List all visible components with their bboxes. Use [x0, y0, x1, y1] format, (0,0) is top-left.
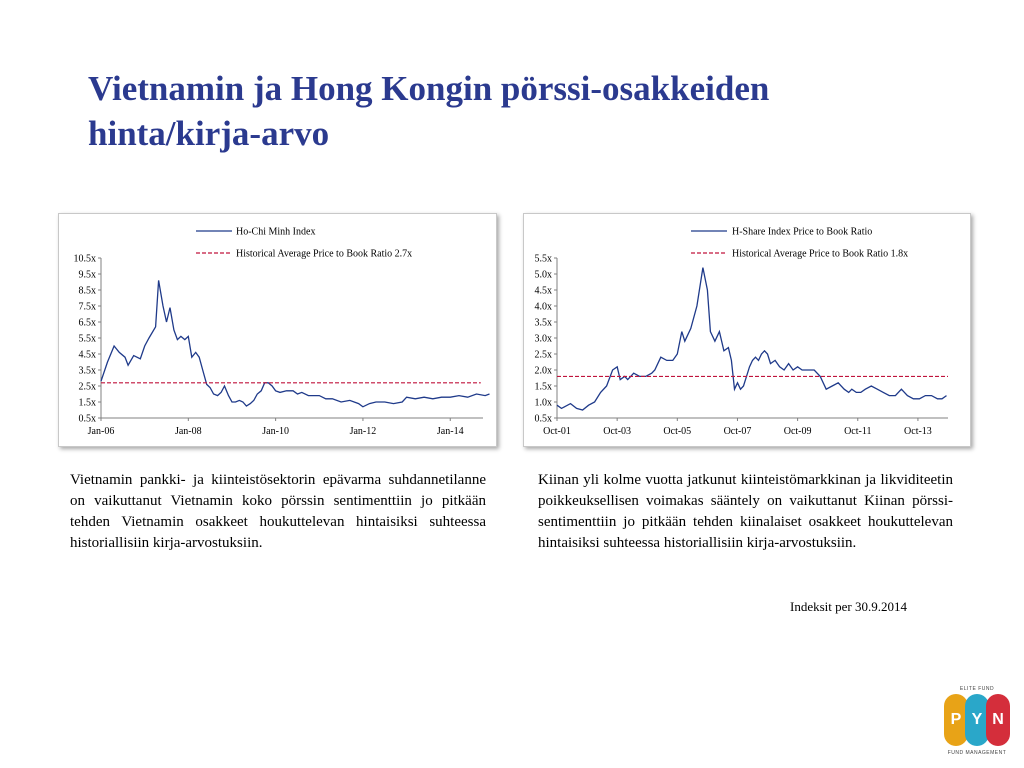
legend-label: H-Share Index Price to Book Ratio: [732, 226, 873, 238]
y-tick-label: 5.5x: [78, 333, 96, 345]
source-note: Indeksit per 30.9.2014: [790, 599, 907, 614]
y-tick-label: 1.0x: [534, 397, 552, 409]
x-tick-label: Oct-03: [603, 426, 632, 437]
ho-chi-minh-chart-svg: [59, 214, 496, 446]
logo-bottom-text: FUND MANAGEMENT: [947, 750, 1007, 756]
logo-letter-y: Y: [965, 694, 989, 746]
legend-label: Ho-Chi Minh Index: [236, 226, 316, 238]
title-line-2: hinta/kirja-arvo: [88, 114, 330, 153]
y-tick-label: 4.5x: [78, 349, 96, 361]
title-line-1: Vietnamin ja Hong Kongin pörssi-osakkeiden: [88, 69, 770, 108]
y-tick-label: 3.5x: [534, 317, 552, 329]
pyn-logo: [944, 686, 1010, 756]
y-tick-label: 9.5x: [78, 269, 96, 281]
y-tick-label: 2.5x: [78, 381, 96, 393]
logo-letter-p: P: [944, 694, 968, 746]
x-tick-label: Oct-09: [783, 426, 812, 437]
y-tick-label: 6.5x: [78, 317, 96, 329]
vietnam-caption: Vietnamin pankki- ja kiinteistösektorin epävarma suhdannetilanne on vaikuttanut Vietnamin koko pörssin sentimenttiin jo pitkään tehden Vietnamin osakkeet houkuttelevan hintaisiksi suhteessa historiallisiin kirja-arvostuksiin.: [70, 472, 486, 551]
x-tick-label: Oct-01: [543, 426, 571, 437]
y-tick-label: 2.0x: [534, 365, 552, 377]
logo-letter-n: N: [986, 694, 1010, 746]
y-tick-label: 4.0x: [534, 301, 552, 313]
ho-chi-minh-chart: [58, 213, 497, 447]
x-tick-label: Jan-06: [87, 426, 115, 437]
y-tick-label: 1.5x: [534, 381, 552, 393]
y-tick-label: 8.5x: [78, 285, 96, 297]
logo-top-text: ELITE FUND: [959, 686, 995, 692]
legend-label: Historical Average Price to Book Ratio 1.8x: [732, 248, 909, 260]
h-share-chart-svg: [524, 214, 970, 446]
x-tick-label: Oct-11: [844, 426, 872, 437]
slide-title: [88, 66, 948, 156]
y-tick-label: 1.5x: [78, 397, 96, 409]
y-tick-label: 0.5x: [78, 413, 96, 425]
y-tick-label: 5.0x: [534, 269, 552, 281]
x-tick-label: Oct-13: [904, 426, 932, 437]
y-tick-label: 5.5x: [534, 253, 552, 265]
y-tick-label: 2.5x: [534, 349, 552, 361]
y-tick-label: 4.5x: [534, 285, 552, 297]
x-tick-label: Jan-08: [174, 426, 202, 437]
x-tick-label: Jan-10: [262, 426, 289, 437]
index-line: [557, 268, 947, 410]
x-tick-label: Jan-14: [436, 426, 464, 437]
x-tick-label: Oct-05: [663, 426, 692, 437]
x-tick-label: Jan-12: [349, 426, 377, 437]
y-tick-label: 7.5x: [78, 301, 96, 313]
h-share-chart: [523, 213, 971, 447]
y-tick-label: 10.5x: [73, 253, 96, 265]
x-tick-label: Oct-07: [723, 426, 752, 437]
y-tick-label: 3.0x: [534, 333, 552, 345]
y-tick-label: 3.5x: [78, 365, 96, 377]
china-caption: Kiinan yli kolme vuotta jatkunut kiinteistömarkkinan ja likviditeetin poikkeuksellisen voimakas sääntely on vaikuttanut Kiinan pörssi-sentimenttiin jo pitkään tehden kiinalaiset osakkeet houkuttelevan hintaisiksi suhteessa historiallisiin kirja-arvostuksiin.: [538, 472, 953, 551]
legend-label: Historical Average Price to Book Ratio 2.7x: [236, 248, 413, 260]
y-tick-label: 0.5x: [534, 413, 552, 425]
index-line: [101, 280, 490, 406]
